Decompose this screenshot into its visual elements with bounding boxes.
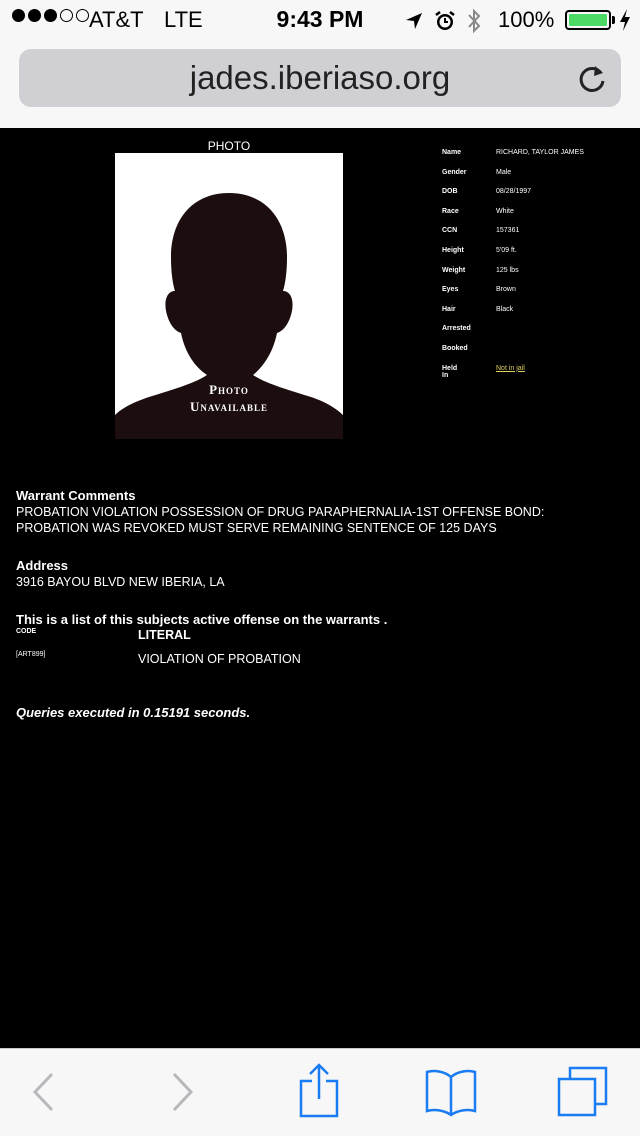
address-title: Address	[16, 558, 69, 573]
battery-percent: 100%	[498, 7, 555, 32]
offense-list-title: This is a list of this subjects active offense on the warrants .	[16, 612, 388, 627]
address-text: 3916 BAYOU BLVD NEW IBERIA, LA	[16, 575, 225, 589]
literal-column-header: LITERAL	[138, 628, 191, 642]
offense-literal: VIOLATION OF PROBATION	[138, 652, 301, 666]
reload-icon[interactable]	[575, 61, 609, 95]
url-text[interactable]: jades.iberiaso.org	[189, 59, 451, 96]
photo-title: PHOTO	[207, 139, 251, 153]
query-time-note: Queries executed in 0.15191 seconds.	[16, 705, 251, 720]
info-value: White	[496, 207, 514, 215]
info-label: DOB	[442, 188, 458, 196]
info-value: 157361	[496, 227, 520, 235]
page-content	[0, 128, 640, 1048]
forward-button[interactable]	[170, 1067, 196, 1117]
photo-unavailable-line2: Unavailable	[189, 399, 269, 414]
code-column-header: CODE	[16, 628, 37, 635]
location-arrow-icon	[404, 11, 424, 31]
info-value: Brown	[496, 286, 516, 294]
status-bar	[0, 0, 640, 40]
bluetooth-icon	[466, 8, 482, 34]
info-label: Eyes	[442, 286, 459, 294]
status-icons	[404, 8, 482, 34]
info-value: RICHARD, TAYLOR JAMES	[496, 149, 584, 156]
share-button[interactable]	[298, 1063, 340, 1119]
offense-code: [ART899]	[16, 651, 46, 658]
info-label: Weight	[442, 266, 466, 274]
info-value: 08/28/1997	[496, 188, 532, 196]
back-button[interactable]	[30, 1067, 56, 1117]
info-label: Name	[442, 149, 462, 156]
photo-unavailable-text	[115, 381, 343, 415]
warrant-comments-text	[16, 504, 626, 536]
status-time: 9:43 PM	[276, 6, 364, 32]
browser-toolbar	[0, 1048, 640, 1136]
info-label: Race	[442, 207, 459, 215]
alarm-clock-icon	[434, 10, 456, 32]
info-label: Booked	[442, 344, 468, 352]
info-label: Arrested	[442, 325, 471, 333]
info-value: Male	[496, 168, 512, 176]
info-value: 125 lbs	[496, 266, 519, 274]
info-value: Black	[496, 305, 514, 313]
warrant-comments-title: Warrant Comments	[16, 488, 136, 503]
info-value: 5'09 ft.	[496, 246, 517, 254]
bookmarks-button[interactable]	[424, 1067, 478, 1117]
battery-icon	[565, 10, 611, 30]
charging-bolt-icon	[618, 8, 632, 32]
held-in-link[interactable]: Not in jail	[496, 364, 525, 372]
browser-top-chrome	[0, 0, 640, 128]
battery-tip	[612, 16, 615, 24]
info-label: Gender	[442, 168, 467, 176]
tabs-button[interactable]	[556, 1065, 610, 1119]
info-label: Hair	[442, 305, 456, 313]
warrant-comments-line1: PROBATION VIOLATION POSSESSION OF DRUG PARAPHERNALIA-1ST OFFENSE BOND:	[16, 505, 545, 519]
photo-unavailable-line1: Photo	[209, 382, 249, 397]
info-label: Height	[442, 246, 464, 254]
info-label: CCN	[442, 227, 458, 235]
info-label: Held In	[442, 364, 458, 379]
network-type: LTE	[164, 7, 203, 32]
address-bar[interactable]	[19, 49, 621, 107]
carrier-name: AT&T	[89, 7, 144, 32]
inmate-photo	[115, 153, 343, 439]
warrant-comments-line2: PROBATION WAS REVOKED MUST SERVE REMAINING SENTENCE OF 125 DAYS	[16, 521, 497, 535]
